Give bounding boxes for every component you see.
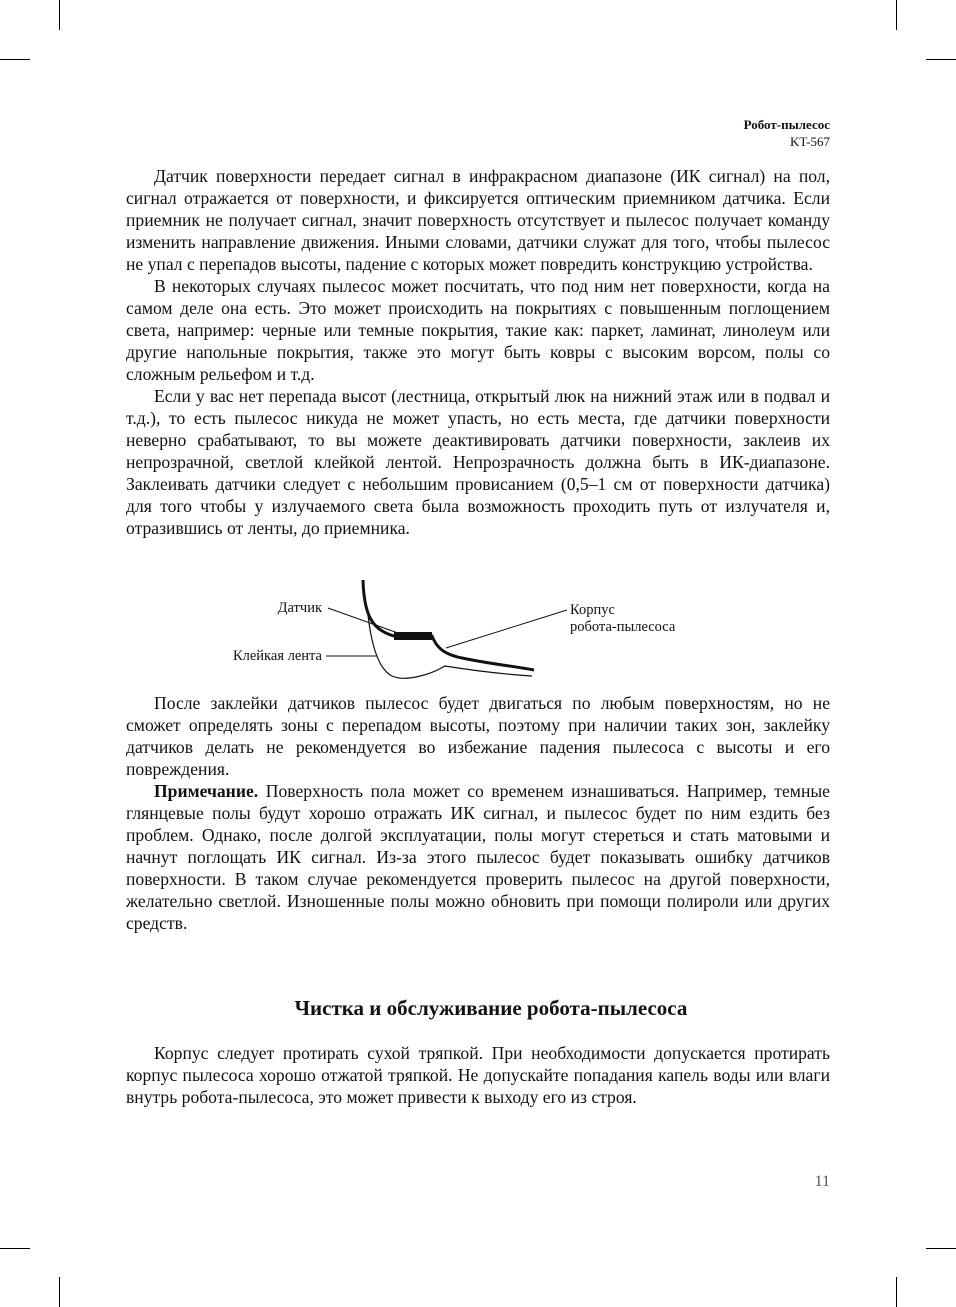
leader-line-body xyxy=(446,610,567,648)
note-paragraph xyxy=(126,780,830,934)
crop-mark xyxy=(926,1248,956,1249)
paragraph: Датчик поверхности передает сигнал в инфракрасном диапазоне (ИК сигнал) на пол, сигнал отражается от поверхности, и фиксируется оптическим приемником датчика. Если приемник не получает сигнал, значит поверхность отсутствует и пылесос получает команду изменить направление движения. Иными словами, датчики служат для того, чтобы пылесос не упал с перепадов высоты, падение с которых может повредить конструкцию устройства. xyxy=(126,166,830,274)
crop-mark xyxy=(0,59,30,60)
section-heading: Чистка и обслуживание робота-пылесоса xyxy=(294,996,688,1020)
crop-mark xyxy=(896,0,897,30)
label-body-line1: Корпус xyxy=(570,602,615,618)
label-tape: Клейкая лента xyxy=(232,648,322,664)
note-label: Примечание. xyxy=(154,781,259,801)
paragraph: Если у вас нет перепада высот (лестница, открытый люк на нижний этаж или в подвал и т.д.), то есть пылесос никуда не может упасть, но есть места, где датчики поверхности неверно срабатывают, то вы можете деактивировать датчики поверхности, заклеив их непрозрачной, светлой клейкой лентой. Непрозрачность должна быть в ИК-диапазоне. Заклеивать датчики следует с небольшим провисанием (0,5–1 см от поверхности датчика) для того чтобы у излучаемого света была возможность проходить путь от излучателя и, отразившись от ленты, до приемника. xyxy=(126,386,830,538)
section-text xyxy=(126,1042,830,1108)
page-number: 11 xyxy=(814,1173,830,1190)
crop-mark xyxy=(0,1248,30,1249)
header-title: Робот-пылесос xyxy=(743,117,830,132)
after-diagram-text xyxy=(126,692,830,934)
robot-body-outline xyxy=(363,580,534,670)
sensor-tape-diagram xyxy=(200,570,720,690)
crop-mark xyxy=(896,1277,897,1307)
paragraph: После заклейки датчиков пылесос будет двигаться по любым поверхностям, но не сможет определять зоны с перепадом высоты, поэтому при наличии таких зон, заклейку датчиков делать не рекомендуется во избежание падения пылесоса с высоты и его повреждения. xyxy=(126,693,830,779)
crop-mark xyxy=(926,59,956,60)
intro-text xyxy=(126,165,830,539)
label-sensor: Датчик xyxy=(277,600,322,616)
leader-line-sensor xyxy=(328,608,398,633)
crop-mark xyxy=(59,0,60,30)
running-header xyxy=(744,116,830,150)
header-model: KT-567 xyxy=(790,134,830,149)
paragraph: В некоторых случаях пылесос может посчитать, что под ним нет поверхности, когда на самом деле она есть. Это может происходить на покрытиях с повышенным поглощением света, например: черные или темные покрытия, такие как: паркет, ламинат, линолеум или другие напольные покрытия, также это могут быть ковры с высоким ворсом, полы со сложным рельефом и т.д. xyxy=(126,276,830,384)
note-text: Поверхность пола может со временем изнашиваться. Например, темные глянцевые полы будут хорошо отражать ИК сигнал, и пылесос будет по ним ездить без проблем. Однако, после долгой эксплуатации, полы могут стереться и стать матовыми и начнут поглощать ИК сигнал. Из-за этого пылесос будет показывать ошибку датчиков поверхности. В таком случае рекомендуется проверить пылесос на другой поверхности, желательно светлой. Изношенные полы можно обновить при помощи полироли или других средств. xyxy=(126,781,830,933)
paragraph: Корпус следует протирать сухой тряпкой. При необходимости допускается протирать корпус пылесоса хорошо отжатой тряпкой. Не допускайте попадания капель воды или влаги внутрь робота-пылесоса, это может привести к выходу его из строя. xyxy=(126,1043,830,1107)
sensor-block xyxy=(394,632,432,640)
crop-mark xyxy=(59,1277,60,1307)
label-body-line2: робота-пылесоса xyxy=(570,619,676,635)
